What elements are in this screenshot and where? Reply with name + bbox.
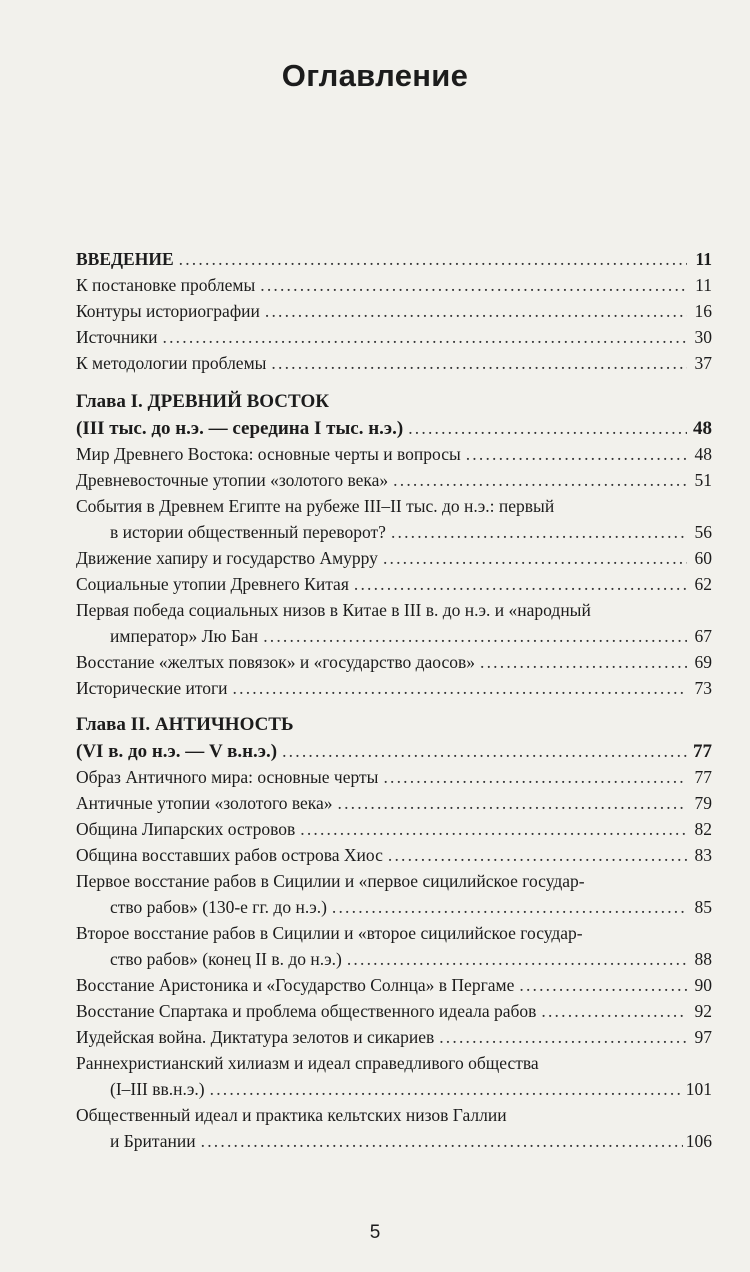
toc-entry-multiline[interactable]	[76, 493, 712, 545]
toc-page: 83	[694, 845, 712, 865]
leader-dots	[201, 1128, 683, 1154]
page-number: 5	[369, 1222, 381, 1243]
toc-page: 97	[694, 1027, 712, 1047]
leader-dots	[383, 545, 687, 571]
toc-label-line1: Первая победа социальных низов в Китае в III в. до н.э. и «народный	[76, 600, 591, 620]
toc-label: Древневосточные утопии «золотого века»	[76, 470, 389, 490]
toc-page: 60	[694, 548, 712, 568]
toc-label: ВВЕДЕНИЕ	[76, 249, 174, 269]
chapter-title: Глава II. АНТИЧНОСТЬ	[76, 714, 294, 735]
toc-label: К методологии проблемы	[76, 353, 267, 373]
page-title: Оглавление	[281, 58, 469, 93]
leader-dots	[338, 790, 687, 816]
toc-label: Мир Древнего Востока: основные черты и вопросы	[76, 444, 461, 464]
toc-label-line1: События в Древнем Египте на рубеже III–II тыс. до н.э.: первый	[76, 496, 555, 516]
toc-entry[interactable]	[76, 998, 712, 1024]
toc-page: 69	[694, 652, 712, 672]
toc-label: Движение хапиру и государство Амурру	[76, 548, 378, 568]
toc-label: Иудейская война. Диктатура зелотов и сикариев	[76, 1027, 435, 1047]
toc-entry[interactable]	[76, 441, 712, 467]
leader-dots	[265, 298, 687, 324]
table-of-contents	[76, 246, 712, 1154]
toc-label-line2: и Британии	[110, 1131, 196, 1151]
toc-label-line1: Первое восстание рабов в Сицилии и «первое сицилийское государ-	[76, 871, 585, 891]
toc-entry-multiline[interactable]	[76, 597, 712, 649]
toc-entry[interactable]	[76, 972, 712, 998]
leader-dots	[233, 675, 687, 701]
toc-label: Социальные утопии Древнего Китая	[76, 574, 349, 594]
toc-page: 101	[685, 1079, 712, 1099]
chapter-1-title[interactable]	[76, 389, 712, 415]
toc-label: Община восставших рабов острова Хиос	[76, 845, 383, 865]
toc-entry[interactable]	[76, 764, 712, 790]
toc-label: Восстание Спартака и проблема общественного идеала рабов	[76, 1001, 537, 1021]
chapter-subtitle: (VI в. до н.э. — V в.н.э.)	[76, 741, 278, 762]
toc-label: Античные утопии «золотого века»	[76, 793, 333, 813]
toc-page: 62	[694, 574, 712, 594]
toc-label: Община Липарских островов	[76, 819, 296, 839]
chapter-2-title[interactable]	[76, 712, 712, 738]
leader-dots	[480, 649, 687, 675]
toc-page: 48	[694, 444, 712, 464]
toc-label-line2: в истории общественный переворот?	[110, 522, 386, 542]
toc-entry[interactable]	[76, 467, 712, 493]
chapter-1-subtitle[interactable]	[76, 415, 712, 441]
toc-page: 67	[694, 626, 712, 646]
toc-page: 85	[694, 897, 712, 917]
leader-dots	[260, 272, 687, 298]
toc-page: 73	[694, 678, 712, 698]
toc-label: Восстание Аристоника и «Государство Солнца» в Пергаме	[76, 975, 515, 995]
leader-dots	[332, 894, 687, 920]
toc-label-line1: Общественный идеал и практика кельтских низов Галлии	[76, 1105, 507, 1125]
toc-page: 77	[693, 741, 712, 762]
toc-entry-multiline[interactable]	[76, 1050, 712, 1102]
leader-dots	[541, 998, 687, 1024]
toc-label: Образ Античного мира: основные черты	[76, 767, 379, 787]
toc-entry-multiline[interactable]	[76, 1102, 712, 1154]
leader-dots	[300, 816, 687, 842]
toc-page: 106	[685, 1131, 712, 1151]
leader-dots	[282, 738, 687, 764]
leader-dots	[163, 324, 687, 350]
toc-entry[interactable]	[76, 272, 712, 298]
toc-entry[interactable]	[76, 816, 712, 842]
toc-entry[interactable]	[76, 324, 712, 350]
leader-dots	[519, 972, 687, 998]
toc-page: 37	[694, 353, 712, 373]
toc-entry-multiline[interactable]	[76, 868, 712, 920]
chapter-title: Глава I. ДРЕВНИЙ ВОСТОК	[76, 391, 330, 412]
toc-page: 82	[694, 819, 712, 839]
toc-page: 77	[694, 767, 712, 787]
toc-label: Источники	[76, 327, 158, 347]
leader-dots	[263, 623, 687, 649]
toc-label-line1: Раннехристианский хилиазм и идеал справедливого общества	[76, 1053, 539, 1073]
toc-page: 79	[694, 793, 712, 813]
leader-dots	[354, 571, 687, 597]
chapter-subtitle: (III тыс. до н.э. — середина I тыс. н.э.)	[76, 418, 404, 439]
toc-page: 30	[694, 327, 712, 347]
toc-entry[interactable]	[76, 298, 712, 324]
toc-page: 56	[694, 522, 712, 542]
toc-page: 90	[694, 975, 712, 995]
toc-entry[interactable]	[76, 649, 712, 675]
toc-label-line1: Второе восстание рабов в Сицилии и «второе сицилийское государ-	[76, 923, 583, 943]
toc-label-line2: (I–III вв.н.э.)	[110, 1079, 205, 1099]
toc-label: К постановке проблемы	[76, 275, 256, 295]
leader-dots	[393, 467, 687, 493]
leader-dots	[391, 519, 687, 545]
leader-dots	[408, 415, 687, 441]
toc-label: Исторические итоги	[76, 678, 228, 698]
chapter-2-subtitle[interactable]	[76, 738, 712, 764]
toc-entry-intro[interactable]	[76, 246, 712, 272]
toc-entry-multiline[interactable]	[76, 920, 712, 972]
toc-entry[interactable]	[76, 790, 712, 816]
toc-page: 11	[695, 275, 712, 295]
toc-page: 88	[694, 949, 712, 969]
toc-page: 51	[694, 470, 712, 490]
toc-label-line2: ство рабов» (130-е гг. до н.э.)	[110, 897, 327, 917]
leader-dots	[466, 441, 687, 467]
leader-dots	[271, 350, 687, 376]
leader-dots	[210, 1076, 683, 1102]
toc-page: 11	[695, 249, 712, 269]
leader-dots	[388, 842, 687, 868]
toc-label-line2: ство рабов» (конец II в. до н.э.)	[110, 949, 342, 969]
toc-entry[interactable]	[76, 350, 712, 376]
toc-entry[interactable]	[76, 1024, 712, 1050]
leader-dots	[439, 1024, 687, 1050]
toc-entry[interactable]	[76, 545, 712, 571]
toc-page: 16	[694, 301, 712, 321]
toc-label-line2: император» Лю Бан	[110, 626, 259, 646]
leader-dots	[179, 246, 687, 272]
toc-label: Контуры историографии	[76, 301, 260, 321]
toc-entry[interactable]	[76, 842, 712, 868]
toc-entry[interactable]	[76, 571, 712, 597]
toc-page: 48	[693, 418, 712, 439]
leader-dots	[347, 946, 687, 972]
leader-dots	[383, 764, 687, 790]
toc-label: Восстание «желтых повязок» и «государство даосов»	[76, 652, 476, 672]
toc-entry[interactable]	[76, 675, 712, 701]
toc-page: 92	[694, 1001, 712, 1021]
